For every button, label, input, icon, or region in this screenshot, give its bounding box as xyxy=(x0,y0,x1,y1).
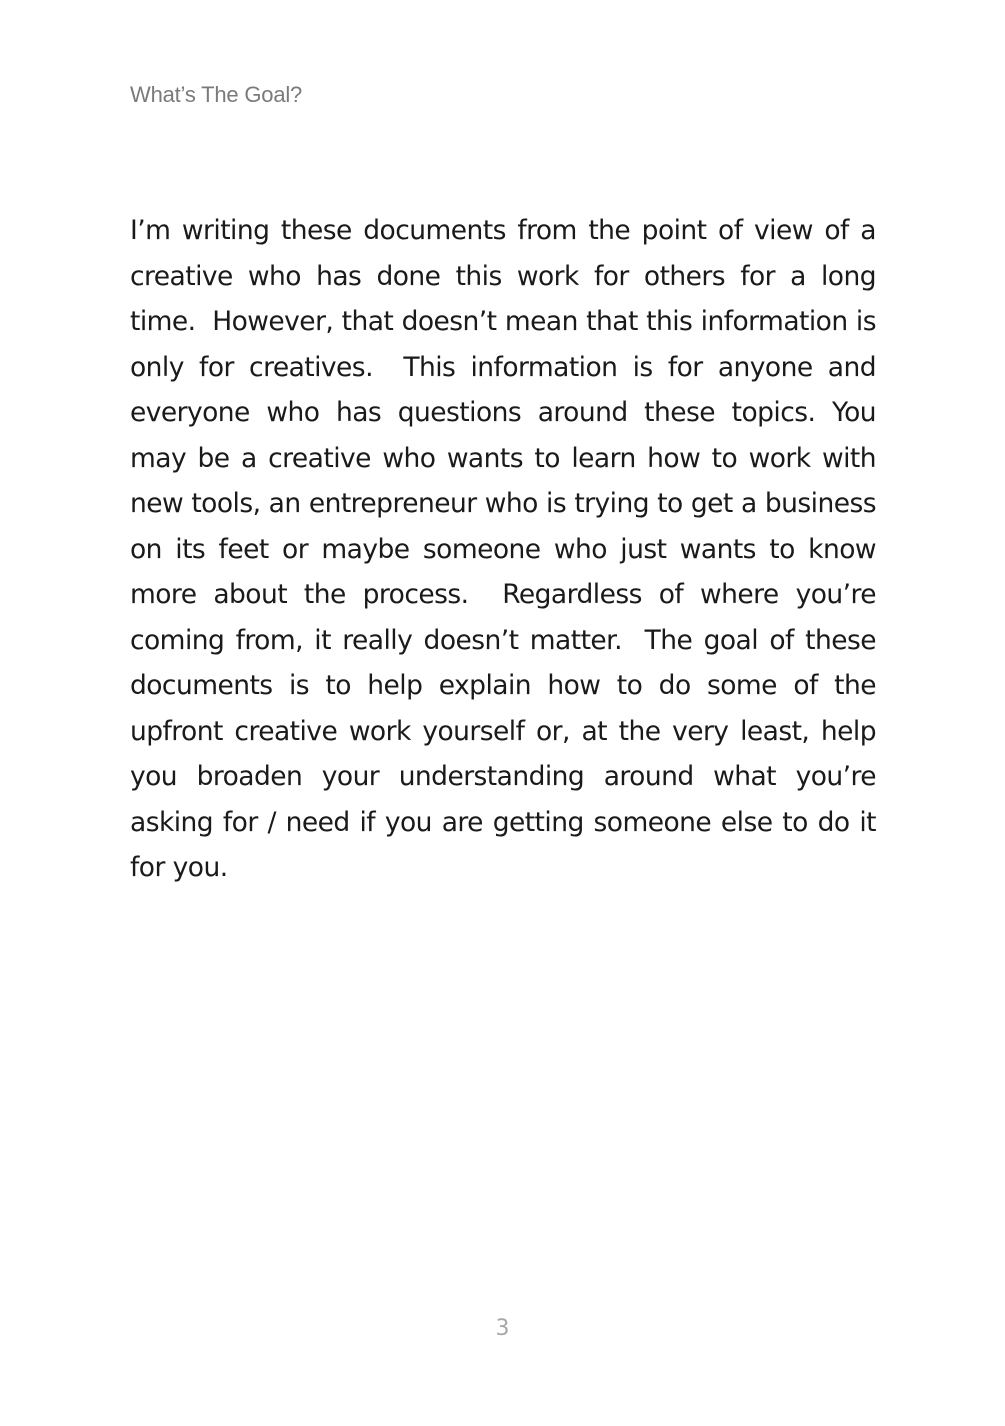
page-number: 3 xyxy=(495,1316,510,1341)
running-header: What’s The Goal? xyxy=(130,82,303,107)
body-paragraph: I’m writing these documents from the point of view of a creative who has done this work for others for a long time. However, that doesn’t mean that this information is only for creatives. This information is for anyone and everyone who has questions around these topics. You may be a creative who wants to learn how to work with new tools, an entrepreneur who is trying to get a business on its feet or maybe someone who just wants to know more about the process. Regardless of where you’re coming from, it really doesn’t matter. The goal of these documents is to help explain how to do some of the upfront creative work yourself or, at the very least, help you broaden your understanding around what you’re asking for / need if you are getting someone else to do it for you. xyxy=(130,215,884,883)
